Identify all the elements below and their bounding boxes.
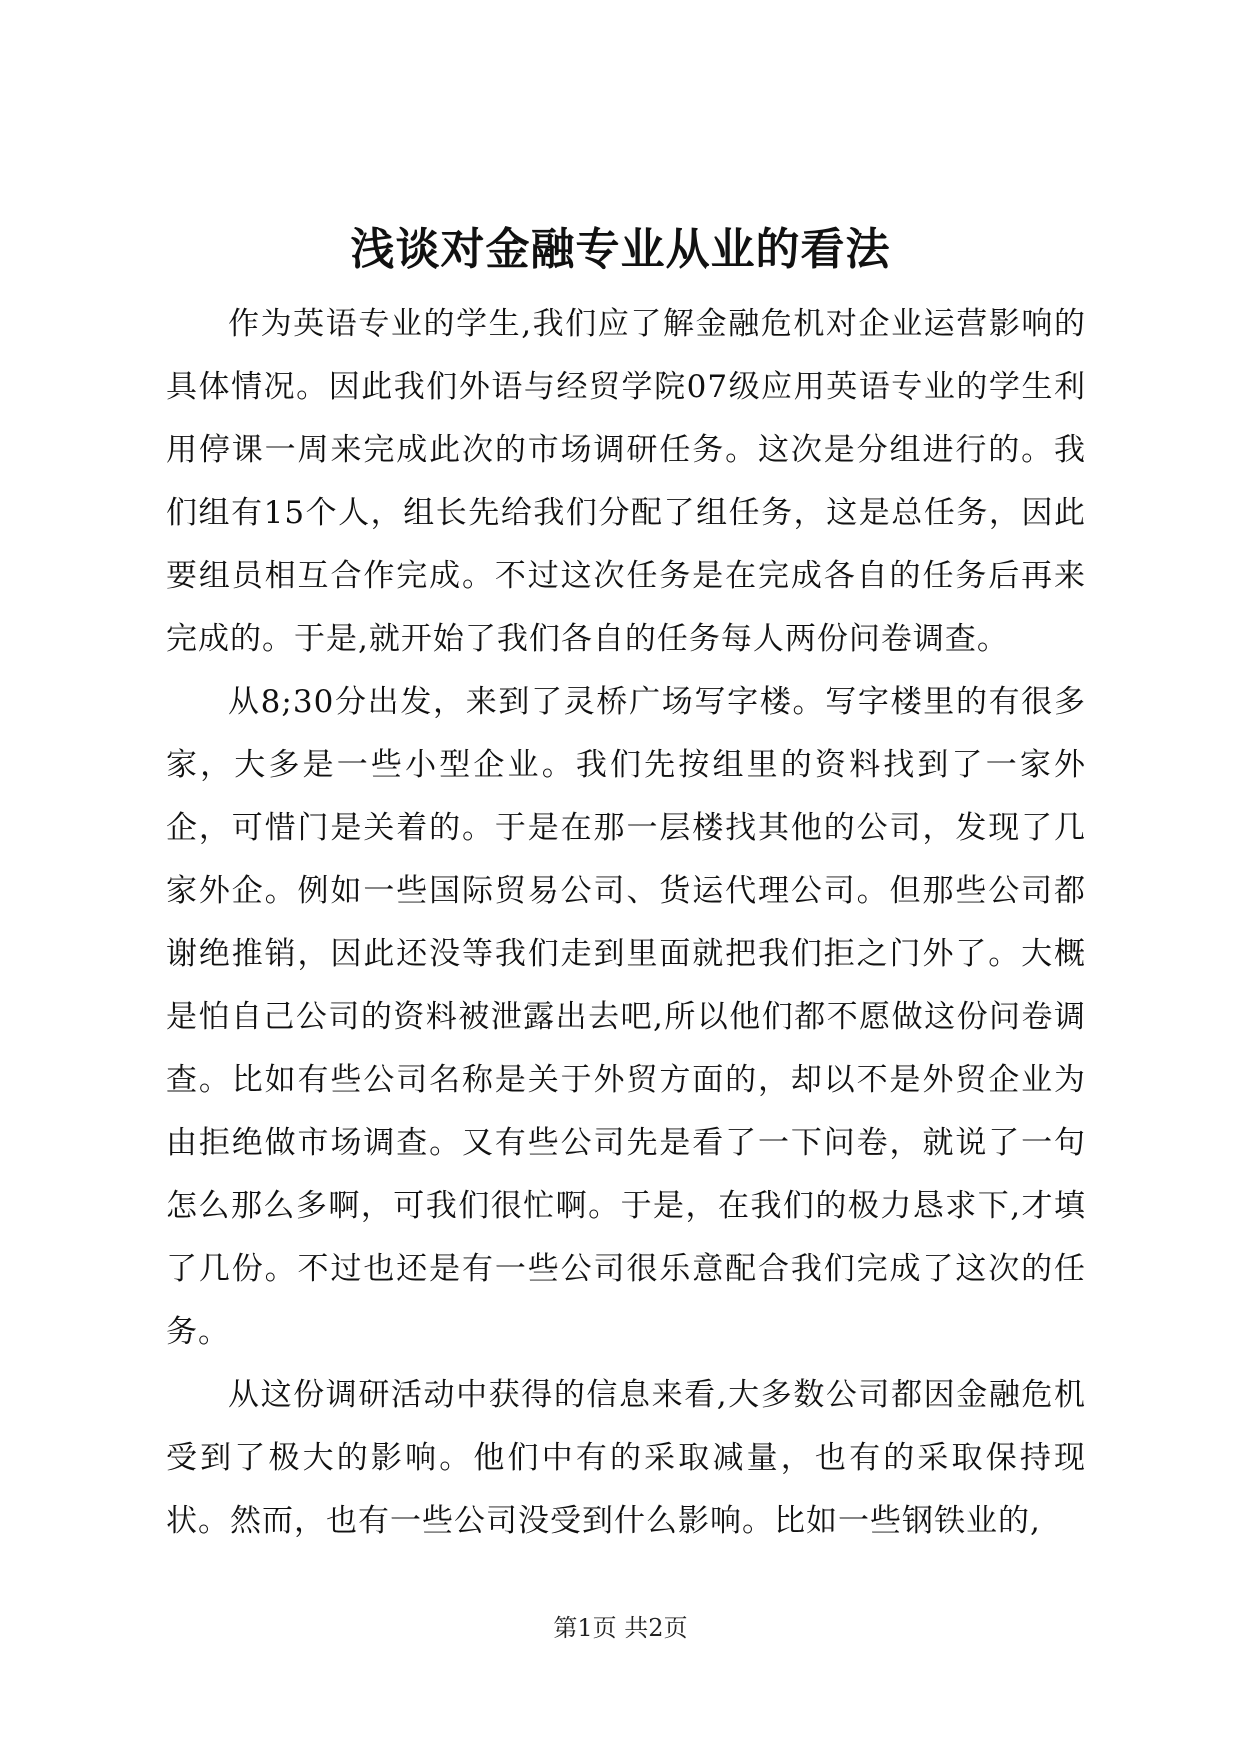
page-number: 第1页 共2页	[553, 1614, 688, 1642]
paragraph-3: 从这份调研活动中获得的信息来看,大多数公司都因金融危机受到了极大的影响。他们中有的采取减量，也有的采取保持现状。然而，也有一些公司没受到什么影响。比如一些钢铁业的,	[166, 1377, 1086, 1539]
page-footer	[0, 1612, 1241, 1644]
document-title: 浅谈对金融专业从业的看法	[350, 224, 891, 275]
document-body	[166, 293, 1086, 1553]
paragraph-1: 作为英语专业的学生,我们应了解金融危机对企业运营影响的具体情况。因此我们外语与经贸学院07级应用英语专业的学生利用停课一周来完成此次的市场调研任务。这次是分组进行的。我们组有15个人，组长先给我们分配了组任务，这是总任务，因此要组员相互合作完成。不过这次任务是在完成各自的任务后再来完成的。于是,就开始了我们各自的任务每人两份问卷调查。	[166, 306, 1086, 657]
paragraph-2: 从8;30分出发，来到了灵桥广场写字楼。写字楼里的有很多家，大多是一些小型企业。我们先按组里的资料找到了一家外企，可惜门是关着的。于是在那一层楼找其他的公司，发现了几家外企。例如一些国际贸易公司、货运代理公司。但那些公司都谢绝推销，因此还没等我们走到里面就把我们拒之门外了。大概是怕自己公司的资料被泄露出去吧,所以他们都不愿做这份问卷调查。比如有些公司名称是关于外贸方面的，却以不是外贸企业为由拒绝做市场调查。又有些公司先是看了一下问卷，就说了一句怎么那么多啊，可我们很忙啊。于是，在我们的极力恳求下,才填了几份。不过也还是有一些公司很乐意配合我们完成了这次的任务。	[166, 684, 1086, 1350]
